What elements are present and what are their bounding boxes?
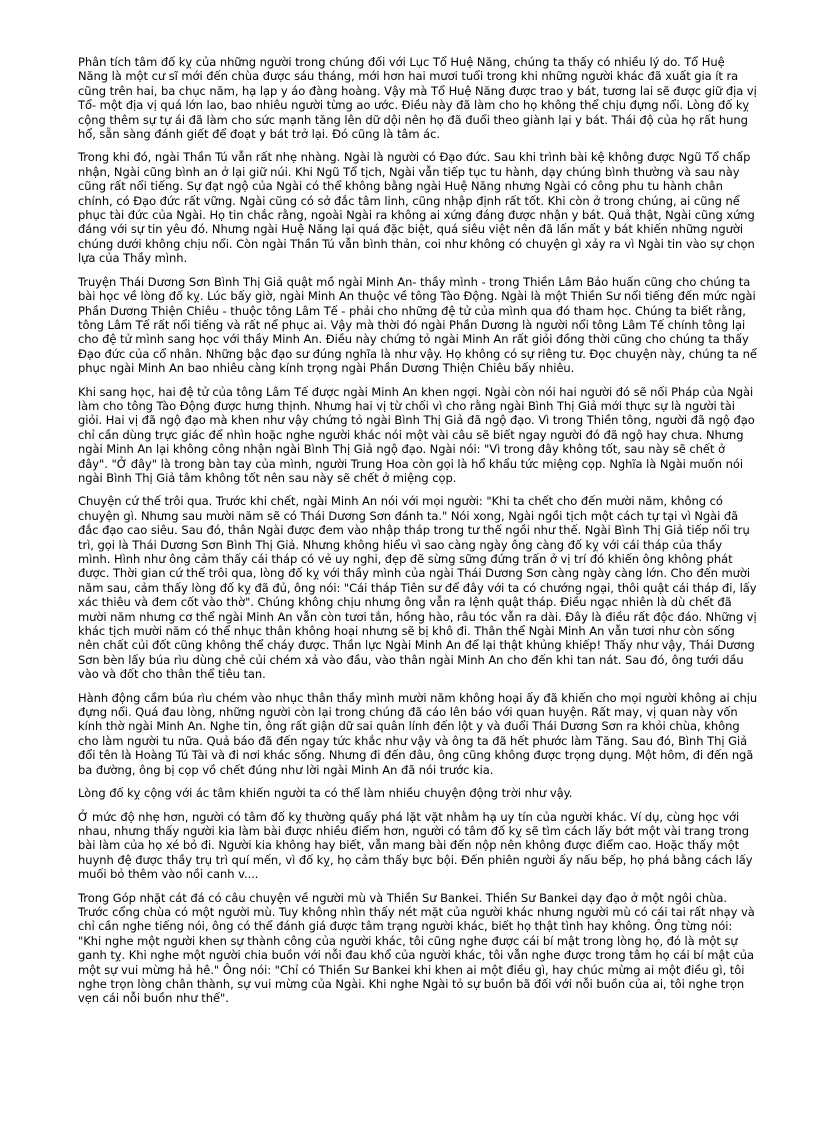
paragraph-3: Truyện Thái Dương Sơn Bình Thị Giả quật mồ ngài Minh An- thầy mình - trong Thiền Lâm Bảo huấn cũng cho chúng ta bài học về lòng đố kỵ. Lúc bấy giờ, ngài Minh An thuộc về tông Tào Động. Ngài là một Thiền Sư nổi tiếng đến mức ngài Phần Dương Thiện Chiêu - thuộc tông Lâm Tế - phải cho những đệ tử của mình qua đó tham học. Chúng ta biết rằng, tông Lâm Tế rất nổi tiếng và rất nể phục ai. Vậy mà thời đó ngài Phần Dương là người nổi tông Lâm Tế chính tông lại cho đệ tử mình sang học với thầy Minh An. Điều này chứng tỏ ngài Minh An rất giỏi đồng thời cũng cho chúng ta thấy Đạo đức của cổ nhân. Những bậc đạo sư đúng nghĩa là như vậy. Họ không có sự riêng tư. Đọc chuyện này, chúng ta nể phục ngài Minh An bao nhiêu càng kính trọng ngài Phần Dương Thiện Chiêu bấy nhiêu. bbox=[78, 274, 757, 376]
paragraph-7: Lòng đố kỵ cộng với ác tâm khiến người ta có thể làm nhiều chuyện động trời như vậy. bbox=[78, 786, 573, 801]
paragraph-9: Trong Góp nhặt cát đá có câu chuyện về người mù và Thiền Sư Bankei. Thiền Sư Bankei dạy đạo ở một ngôi chùa. Trước cổng chùa có một người mù. Tuy không nhìn thấy nét mặt của người khác nhưng người mù có cái tai rất nhạy và chỉ cần nghe tiếng nói, ông có thể đánh giá được tâm trạng người khác, biết họ thật tình hay không. Ông từng nói: "Khi nghe một người khen sự thành công của người khác, tôi cũng nghe được cái bí mật trong lòng họ, đó là một sự ganh tỵ. Khi nghe một người chia buồn với nỗi đau khổ của người khác, tôi vẫn nghe được trong tâm họ cái bí mật của một sự vui mừng hả hê." Ông nói: "Chỉ có Thiền Sư Bankei khi khen ai một điều gì, hay chúc mừng ai một điều gì, tôi nghe trọn lòng chân thành, sự vui mừng của Ngài. Khi nghe Ngài tỏ sự buồn bã đối với nỗi buồn của ai, tôi nghe trọn vẹn cái nỗi buồn như thế". bbox=[78, 890, 755, 1006]
document-page bbox=[78, 55, 758, 1015]
paragraph-6: Hành động cầm búa rìu chém vào nhục thân thầy mình mười năm không hoại ấy đã khiến cho mọi người không ai chịu đựng nổi. Quá đau lòng, những người còn lại trong chúng đã cáo lên báo với quan huyện. Rất may, vị quan này vốn kính thờ ngài Minh An. Nghe tin, ông rất giận dữ sai quân lính đến lột y và đuổi Thái Dương Sơn ra khỏi chùa, không cho làm người tu nữa. Quả báo đã đến ngay tức khắc như vậy và ông ta đã hết phước làm Tăng. Sau đó, Bình Thị Giả đổi tên là Hoàng Tú Tài và đi nơi khác sống. Nhưng đi đến đâu, ông cũng không được trọng dụng. Một hôm, đi đến ngã ba đường, ông bị cọp vồ chết đúng như lời ngài Minh An đã nói trước kia. bbox=[78, 690, 758, 777]
paragraph-4: Khi sang học, hai đệ tử của tông Lâm Tế được ngài Minh An khen ngợi. Ngài còn nói hai người đó sẽ nối Pháp của Ngài làm cho tông Tào Động được hưng thịnh. Nhưng hai vị từ chối vì cho rằng ngài Bình Thị Giả mới thực sự là người tài giỏi. Hai vị đã ngộ đạo mà khen như vậy chứng tỏ ngài Bình Thị Giả đã ngộ đạo. Vì trong Thiền tông, người đã ngộ đạo chỉ cần dùng trực giác để nhìn hoặc nghe người khác nói một vài câu sẽ biết ngay người đó đã ngộ hay chưa. Nhưng ngài Minh An lại không công nhận ngài Bình Thị Giả ngộ đạo. Ngài nói: "Vì trong đây không tốt, sau này sẽ chết ở đây". "Ở đây" là trong bàn tay của mình, người Trung Hoa còn gọi là hổ khẩu tức miệng cọp. Nghĩa là Ngài muốn nói ngài Bình Thị Giả tâm không tốt nên sau này sẽ chết ở miệng cọp. bbox=[78, 384, 755, 485]
paragraph-5: Chuyện cứ thế trôi qua. Trước khi chết, ngài Minh An nói với mọi người: "Khi ta chết cho đến mười năm, không có chuyện gì. Nhưng sau mười năm sẽ có Thái Dương Sơn đánh ta." Nói xong, Ngài ngồi tịch một cách tự tại vì Ngài đã đắc đạo cao siêu. Sau đó, thân Ngài được đem vào nhập tháp trong tư thế ngồi như thế. Ngài Bình Thị Giả tiếp nối trụ trì, gọi là Thái Dương Sơn Bình Thị Giả. Nhưng không hiểu vì sao càng ngày ông càng đố kỵ với cái tháp của thầy mình. Hình như ông cảm thấy cái tháp có vẻ uy nghi, đẹp đẽ sừng sững đứng trấn ở vị trí đó khiến ông không phát được. Thời gian cứ thế trôi qua, lòng đố kỵ với thầy mình của ngài Thái Dương Sơn càng ngày càng lớn. Cho đến mười năm sau, cảm thấy lòng đố kỵ đã đủ, ông nói: "Cái tháp Tiên sư để đây với ta có chướng ngại, thôi quật cái tháp đi, lấy xác thiêu và đem cốt vào thờ". Chúng không chịu nhưng ông vẫn ra lệnh quật tháp. Điều ngạc nhiên là dù chết đã mười năm nhưng cơ thể ngài Minh An vẫn còn tươi tắn, hồng hào, râu tóc vẫn ra dài. Đây là điều rất độc đáo. Những vị khác tịch mười năm có thể nhục thân không hoại nhưng sẽ bị khô đi. Thân thể Ngài Minh An vẫn tươi như còn sống nên chất củi đốt cũng không thể cháy được. Thần lực Ngài Minh An để lại thật khủng khiếp! Thấy như vậy, Thái Dương Sơn bèn lấy búa rìu dùng chẻ củi chém xả vào đầu, vào thân ngài Minh An cho đến khi tan nát. Sau đó, ông tưới dầu vào và đốt cho thân thể tiêu tan. bbox=[78, 494, 757, 682]
paragraph-1: Phân tích tâm đố kỵ của những người trong chúng đối với Lục Tổ Huệ Năng, chúng ta thấy có nhiều lý do. Tổ Huệ Năng là một cư sĩ mới đến chùa được sáu tháng, mới hơn hai mươi tuổi trong khi những người khác đã xuất gia ít ra cũng trên hai, ba chục năm, hạ lạp y áo đàng hoàng. Vậy mà Tổ Huệ Năng được trao y bát, tương lai sẽ được giữ địa vị Tổ- một địa vị quá lớn lao, bao nhiêu người từng ao ước. Điều này đã làm cho họ không thể chịu đựng nổi. Lòng đố kỵ cộng thêm sự tự ái đã làm cho sức mạnh tăng lên dữ dội nên họ đã đuổi theo giành lại y bát. Thái độ của họ rất hung hổ, sẵn sàng đánh giết để đoạt y bát trở lại. Đó cũng là tâm ác. bbox=[78, 55, 757, 142]
paragraph-8: Ở mức độ nhẹ hơn, người có tâm đố kỵ thường quấy phá lặt vặt nhằm hạ uy tín của người khác. Ví dụ, cùng học với nhau, nhưng thấy người kia làm bài được nhiều điểm hơn, người có tâm đố kỵ sẽ tìm cách lấy bớt một vài trang trong bài làm của họ xé bỏ đi. Người kia không hay biết, vẫn mang bài đến nộp nên không được điểm cao. Hoặc thấy một huynh đệ được thầy trụ trì quí mến, vì đố kỵ, họ cảm thấy bực bội. Đến phiên người ấy nấu bếp, họ phá bằng cách lấy muối bỏ thêm vào nồi canh v.... bbox=[78, 809, 753, 882]
paragraph-2: Trong khi đó, ngài Thần Tú vẫn rất nhẹ nhàng. Ngài là người có Đạo đức. Sau khi trình bài kệ không được Ngũ Tổ chấp nhận, Ngài cũng bình an ở lại giữ núi. Khi Ngũ Tổ tịch, Ngài vẫn tiếp tục tu hành, dạy chúng bình thường và sau này cũng rất nổi tiếng. Sự đạt ngộ của Ngài có thể không bằng ngài Huệ Năng nhưng Ngài có công phu tu hành chân chính, có Đạo đức rất vững. Ngài cũng có sở đắc tâm linh, cũng nhập định rất tốt. Khi còn ở trong chúng, ai cũng nể phục tài đức của Ngài. Họ tin chắc rằng, ngoài Ngài ra không ai xứng đáng được nhận y bát. Quả thật, Ngài cũng xứng đáng với sự tin yêu đó. Nhưng ngài Huệ Năng lại quá đặc biệt, quá siêu việt nên đã lấn mất y bát khiến những người chúng dưới không chịu nổi. Còn ngài Thần Tú vẫn bình thản, coi như không có chuyện gì xảy ra vì Ngài tin vào sự chọn lựa của Thầy mình. bbox=[78, 150, 755, 266]
